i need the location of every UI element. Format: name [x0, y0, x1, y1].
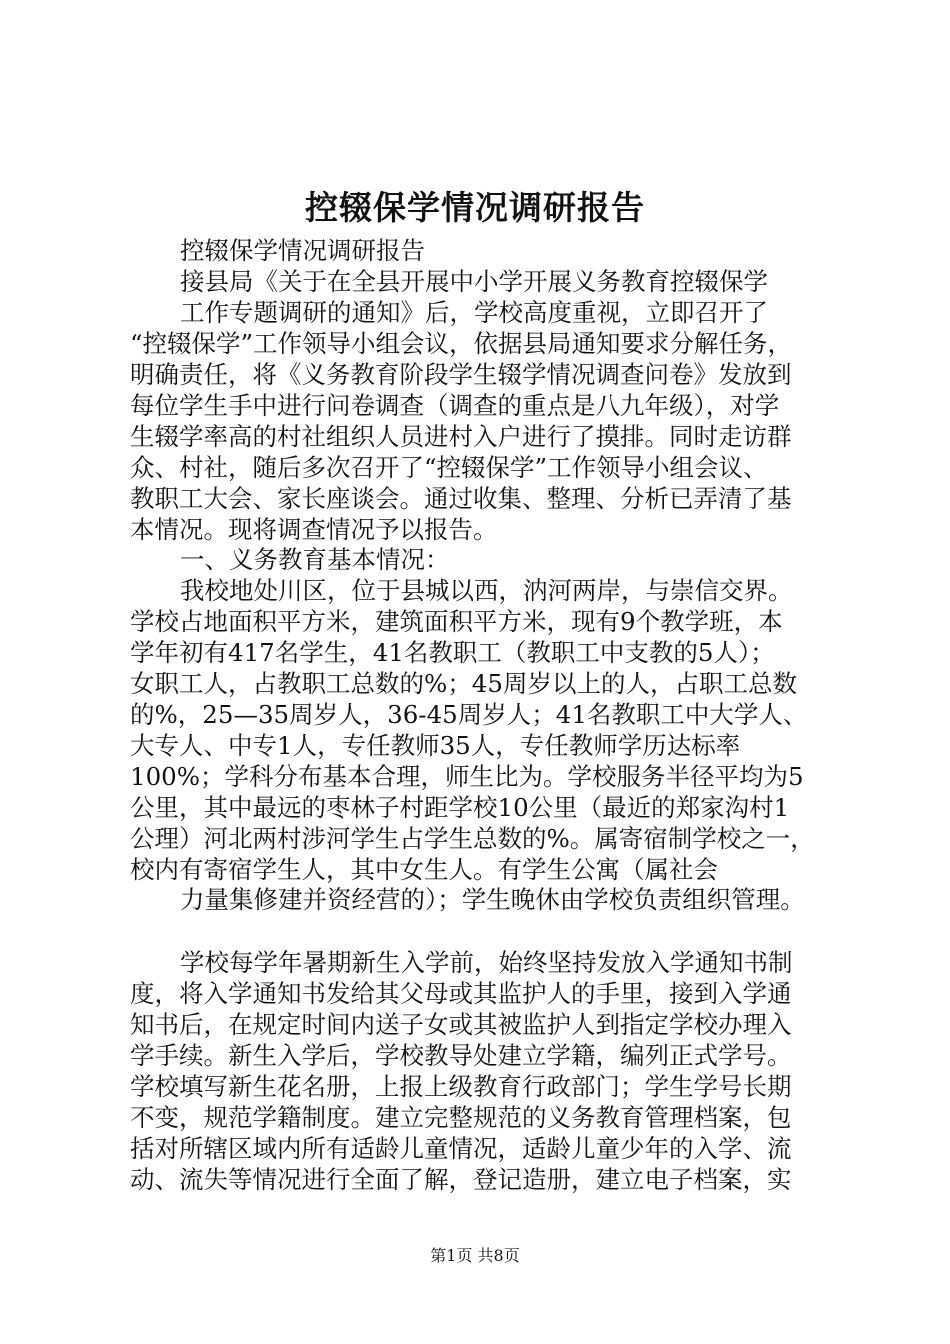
- paragraph-line: 控辍保学情况调研报告: [180, 236, 425, 265]
- paragraph-line: 学年初有417名学生，41名教职工（教职工中支教的5人）；: [130, 638, 775, 667]
- paragraph-line: 的%，25—35周岁人，36-45周岁人；41名教职工中大学人、: [130, 700, 808, 729]
- paragraph-line: 每位学生手中进行问卷调查（调查的重点是八九年级），对学: [130, 391, 780, 420]
- paragraph-line: 力量集修建并资经营的）；学生晚休由学校负责组织管理。: [180, 885, 805, 914]
- paragraph-line: 公里，其中最远的枣林子村距学校10公里（最近的郑家沟村1: [130, 793, 790, 822]
- paragraph-line: 本情况。现将调查情况予以报告。: [130, 515, 498, 544]
- paragraph-line: 100%；学科分布基本合理，师生比为。学校服务半径平均为5: [130, 762, 804, 791]
- paragraph-line: 众、村社，随后多次召开了“控辍保学”工作领导小组会议、: [130, 453, 768, 482]
- paragraph-line: 校内有寄宿学生人，其中女生人。有学生公寓（属社会: [130, 855, 718, 884]
- paragraph-line: 生辍学率高的村社组织人员进村入户进行了摸排。同时走访群: [130, 422, 792, 451]
- paragraph-line: “控辍保学”工作领导小组会议，依据县局通知要求分解任务，: [130, 329, 793, 358]
- paragraph-line: 度，将入学通知书发给其父母或其监护人的手里，接到入学通: [130, 979, 792, 1008]
- page-number: 第1页 共8页: [430, 1246, 520, 1265]
- paragraph-line: 动、流失等情况进行全面了解，登记造册，建立电子档案，实: [130, 1165, 792, 1194]
- paragraph-line: 公理）河北两村涉河学生占学生总数的%。属寄宿制学校之一，: [130, 824, 815, 853]
- paragraph-line: 教职工大会、家长座谈会。通过收集、整理、分析已弄清了基: [130, 484, 792, 513]
- document-title: 控辍保学情况调研报告: [305, 188, 645, 227]
- paragraph-line: 学手续。新生入学后，学校教导处建立学籍，编列正式学号。: [130, 1041, 792, 1070]
- paragraph-line: 我校地处川区，位于县城以西，汭河两岸，与崇信交界。: [180, 576, 793, 605]
- paragraph-line: 明确责任，将《义务教育阶段学生辍学情况调查问卷》发放到: [130, 360, 792, 389]
- paragraph-line: 工作专题调研的通知》后，学校高度重视，立即召开了: [180, 298, 768, 327]
- paragraph-line: 括对所辖区域内所有适龄儿童情况，适龄儿童少年的入学、流: [130, 1134, 792, 1163]
- paragraph-line: 学校占地面积平方米，建筑面积平方米，现有9个教学班，本: [130, 607, 783, 636]
- paragraph-line: 接县局《关于在全县开展中小学开展义务教育控辍保学: [180, 267, 768, 296]
- paragraph-line: 知书后，在规定时间内送子女或其被监护人到指定学校办理入: [130, 1010, 792, 1039]
- paragraph-line: 学校每学年暑期新生入学前，始终坚持发放入学通知书制: [180, 948, 793, 977]
- paragraph-line: 大专人、中专1人，专任教师35人，专任教师学历达标率: [130, 731, 741, 760]
- section-heading: 一、义务教育基本情况：: [180, 545, 450, 574]
- paragraph-line: 不变，规范学籍制度。建立完整规范的义务教育管理档案，包: [130, 1103, 792, 1132]
- paragraph-line: 女职工人，占教职工总数的%；45周岁以上的人，占职工总数: [130, 669, 797, 698]
- paragraph-line: 学校填写新生花名册，上报上级教育行政部门；学生学号长期: [130, 1072, 792, 1101]
